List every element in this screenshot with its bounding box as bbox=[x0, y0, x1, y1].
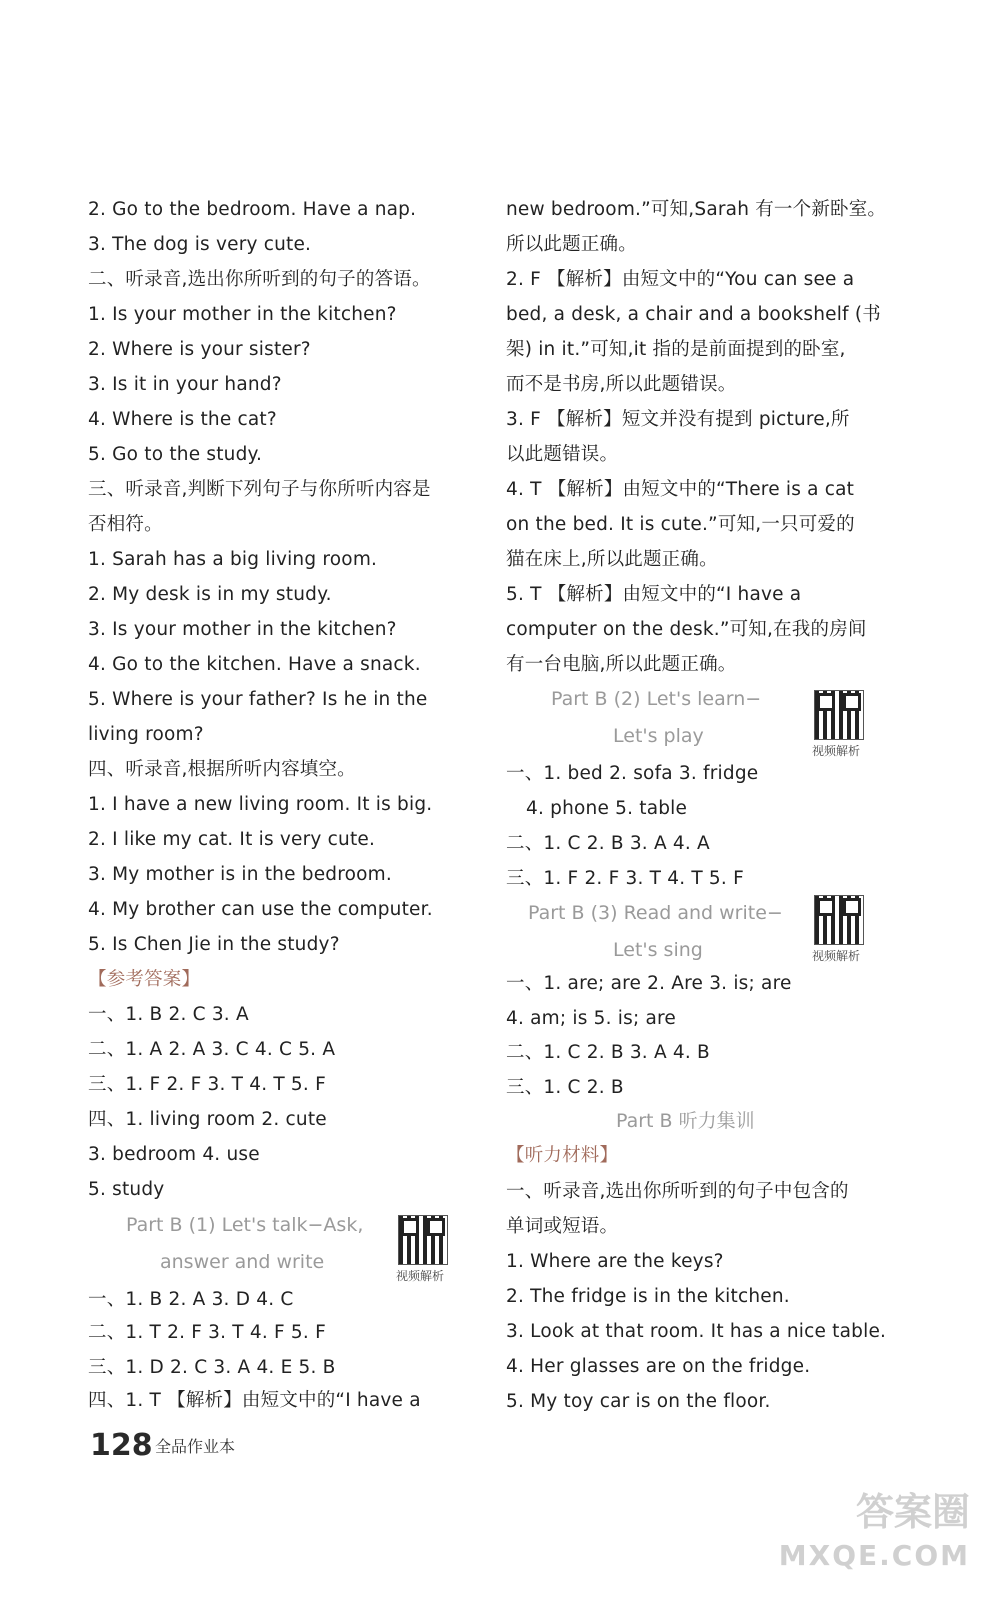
text-line: 1. Is your mother in the kitchen? bbox=[88, 304, 397, 325]
answer-line: 5. study bbox=[88, 1179, 165, 1200]
answer-line: 一、1. B 2. A 3. D 4. C bbox=[88, 1289, 294, 1310]
answer-line: 二、1. T 2. F 3. T 4. F 5. F bbox=[88, 1322, 326, 1343]
answer-line: 四、1. living room 2. cute bbox=[88, 1109, 327, 1130]
text-line: 1. Sarah has a big living room. bbox=[88, 549, 378, 570]
part-title: Part B (1) Let's talk−Ask, bbox=[126, 1214, 364, 1236]
text-line: new bedroom.”可知,Sarah 有一个新卧室。 bbox=[506, 199, 887, 220]
text-line: 5. My toy car is on the floor. bbox=[506, 1391, 771, 1412]
text-line: 2. Where is your sister? bbox=[88, 339, 311, 360]
watermark-line2: MXQE.COM bbox=[778, 1539, 970, 1572]
answer-line: 一、1. are; are 2. Are 3. is; are bbox=[506, 973, 792, 994]
text-line: 有一台电脑,所以此题正确。 bbox=[506, 654, 737, 675]
text-line: 2. My desk is in my study. bbox=[88, 584, 332, 605]
answer-line: 4. am; is 5. is; are bbox=[506, 1008, 677, 1029]
qr-code-icon[interactable] bbox=[814, 895, 864, 945]
text-line: 1. Where are the keys? bbox=[506, 1251, 724, 1272]
text-line: 5. Go to the study. bbox=[88, 444, 263, 465]
text-line: 4. Her glasses are on the fridge. bbox=[506, 1356, 811, 1377]
qr-caption: 视频解析 bbox=[396, 1269, 445, 1283]
text-line: computer on the desk.”可知,在我的房间 bbox=[506, 619, 867, 640]
qr-caption: 视频解析 bbox=[812, 949, 861, 963]
text-line: 3. The dog is very cute. bbox=[88, 234, 312, 255]
text-line: 3. F 【解析】短文并没有提到 picture,所 bbox=[506, 409, 850, 430]
text-line: 2. The fridge is in the kitchen. bbox=[506, 1286, 790, 1307]
book-name: 全品作业本 bbox=[155, 1437, 236, 1456]
text-line: 4. Where is the cat? bbox=[88, 409, 277, 430]
answer-line: 4. phone 5. table bbox=[526, 798, 688, 819]
answer-line: 三、1. D 2. C 3. A 4. E 5. B bbox=[88, 1357, 336, 1378]
section-heading: 一、听录音,选出你所听到的句子中包含的 bbox=[506, 1181, 849, 1202]
watermark-logo bbox=[740, 1490, 970, 1575]
text-line: 5. T 【解析】由短文中的“I have a bbox=[506, 584, 802, 605]
answer-line: 一、1. B 2. C 3. A bbox=[88, 1004, 249, 1025]
watermark-line1: 答案圈 bbox=[855, 1490, 970, 1534]
text-line: 4. T 【解析】由短文中的“There is a cat bbox=[506, 479, 855, 500]
part-subtitle: Let's sing bbox=[613, 939, 703, 961]
part-title: Part B 听力集训 bbox=[616, 1110, 755, 1132]
text-line: 3. Is your mother in the kitchen? bbox=[88, 619, 397, 640]
section-heading: 单词或短语。 bbox=[506, 1216, 619, 1237]
text-line: 3. Look at that room. It has a nice table. bbox=[506, 1321, 887, 1342]
part-subtitle: answer and write bbox=[160, 1251, 325, 1273]
text-line: 2. Go to the bedroom. Have a nap. bbox=[88, 199, 417, 220]
text-line: 以此题错误。 bbox=[506, 444, 619, 465]
text-line: 1. I have a new living room. It is big. bbox=[88, 794, 433, 815]
section-heading: 否相符。 bbox=[88, 514, 163, 535]
part-title: Part B (3) Read and write− bbox=[528, 902, 783, 924]
listening-material-heading: 【听力材料】 bbox=[506, 1145, 619, 1166]
section-heading: 二、听录音,选出你所听到的句子的答语。 bbox=[88, 269, 431, 290]
answer-line: 3. bedroom 4. use bbox=[88, 1144, 260, 1165]
text-line: 2. I like my cat. It is very cute. bbox=[88, 829, 376, 850]
text-line: 4. Go to the kitchen. Have a snack. bbox=[88, 654, 421, 675]
text-line: 5. Where is your father? Is he in the bbox=[88, 689, 428, 710]
text-line: 而不是书房,所以此题错误。 bbox=[506, 374, 737, 395]
qr-code-icon[interactable] bbox=[814, 690, 864, 740]
text-line: 猫在床上,所以此题正确。 bbox=[506, 549, 718, 570]
text-line: 架) in it.”可知,it 指的是前面提到的卧室, bbox=[506, 339, 846, 360]
text-line: 3. My mother is in the bedroom. bbox=[88, 864, 392, 885]
answer-line: 二、1. A 2. A 3. C 4. C 5. A bbox=[88, 1039, 336, 1060]
text-line: living room? bbox=[88, 724, 204, 745]
text-line: bed, a desk, a chair and a bookshelf (书 bbox=[506, 304, 881, 325]
answer-line: 二、1. C 2. B 3. A 4. A bbox=[506, 833, 710, 854]
section-heading: 三、听录音,判断下列句子与你所听内容是 bbox=[88, 479, 431, 500]
answer-line: 三、1. F 2. F 3. T 4. T 5. F bbox=[88, 1074, 326, 1095]
text-line: on the bed. It is cute.”可知,一只可爱的 bbox=[506, 514, 855, 535]
text-line: 4. My brother can use the computer. bbox=[88, 899, 433, 920]
section-heading: 四、听录音,根据所听内容填空。 bbox=[88, 759, 356, 780]
answer-line: 四、1. T 【解析】由短文中的“I have a bbox=[88, 1390, 421, 1411]
answer-line: 三、1. F 2. F 3. T 4. T 5. F bbox=[506, 868, 744, 889]
qr-caption: 视频解析 bbox=[812, 744, 861, 758]
answer-line: 一、1. bed 2. sofa 3. fridge bbox=[506, 763, 759, 784]
answer-key-heading: 【参考答案】 bbox=[88, 969, 201, 990]
part-title: Part B (2) Let's learn− bbox=[551, 688, 762, 710]
text-line: 2. F 【解析】由短文中的“You can see a bbox=[506, 269, 855, 290]
page-number: 128 bbox=[90, 1428, 153, 1463]
text-line: 所以此题正确。 bbox=[506, 234, 637, 255]
part-subtitle: Let's play bbox=[613, 725, 704, 747]
answer-line: 三、1. C 2. B bbox=[506, 1077, 624, 1098]
text-line: 3. Is it in your hand? bbox=[88, 374, 282, 395]
text-line: 5. Is Chen Jie in the study? bbox=[88, 934, 340, 955]
qr-code-icon[interactable] bbox=[398, 1215, 448, 1265]
answer-line: 二、1. C 2. B 3. A 4. B bbox=[506, 1042, 710, 1063]
